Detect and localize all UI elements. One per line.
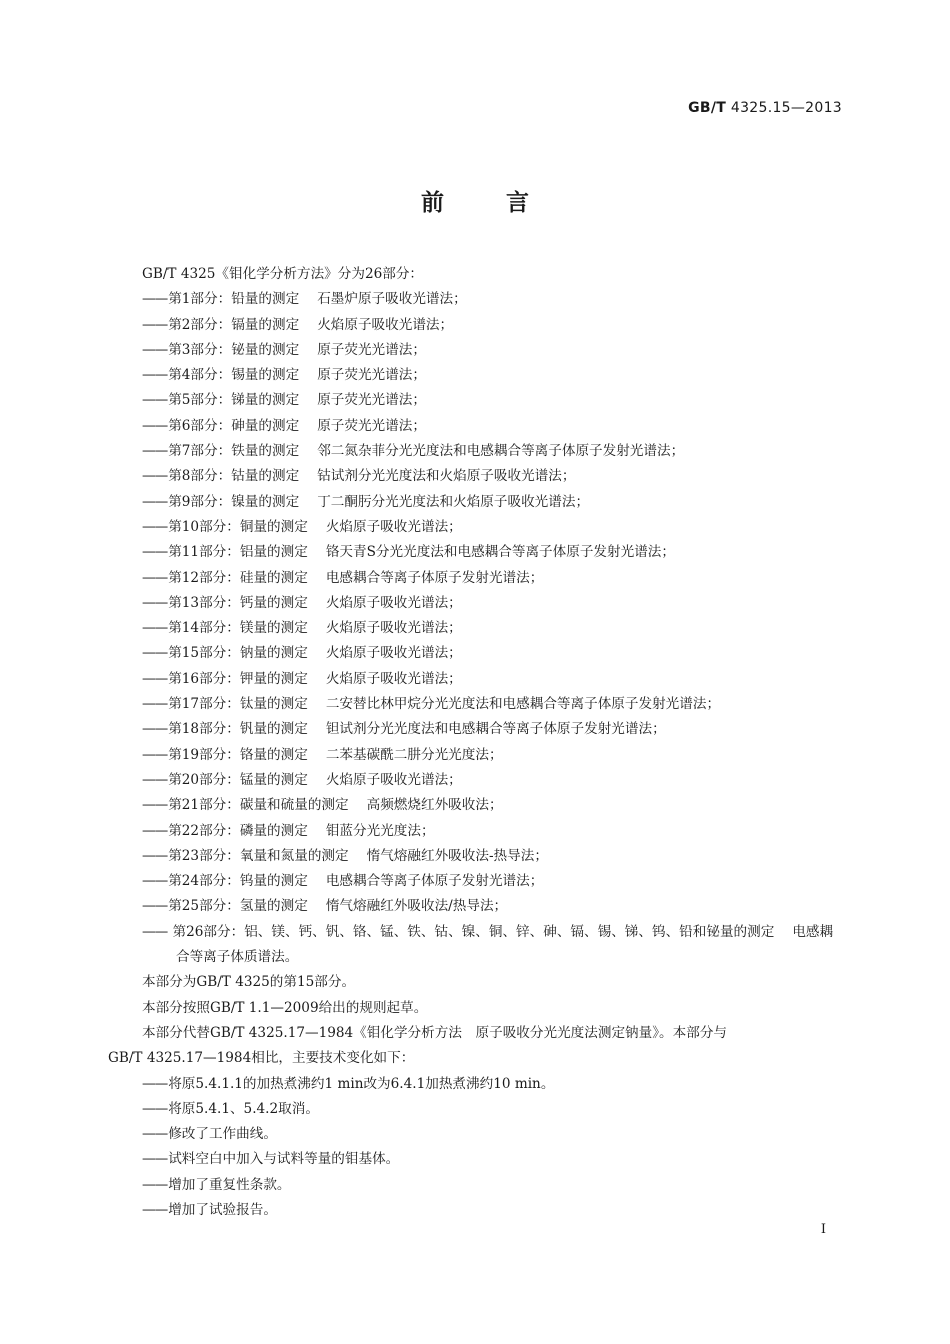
part-label: 第16部分：钾量的测定 — [168, 670, 308, 687]
part-label: 第20部分：锰量的测定 — [168, 771, 308, 788]
part-item — [108, 313, 843, 338]
part-method: 铬天青S分光光度法和电感耦合等离子体原子发射光谱法； — [325, 544, 675, 561]
change-item: —— 将原5.4.1.1的加热煮沸约1 min改为6.4.1加热煮沸约10 min。 — [108, 1072, 843, 1097]
paragraph-drafting-rules: 本部分按照GB/T 1.1—2009给出的规则起草。 — [142, 999, 428, 1016]
foreword-body — [108, 262, 843, 1223]
part-label: 第6部分：砷量的测定 — [168, 417, 300, 434]
part-method: 原子荧光光谱法； — [317, 417, 426, 434]
part-item — [108, 287, 843, 312]
part-label: 第10部分：铜量的测定 — [168, 518, 308, 535]
part-item — [108, 667, 843, 692]
part-26-label: 第26部分：铝、镁、钙、钒、铬、锰、铁、钴、镍、铜、锌、砷、镉、锡、锑、钨、铅和铋量的测定 — [172, 923, 775, 940]
part-item — [108, 515, 843, 540]
part-item — [108, 692, 843, 717]
part-label: 第5部分：锑量的测定 — [168, 392, 300, 409]
part-item — [108, 338, 843, 363]
paragraph-part-number: 本部分为GB/T 4325的第15部分。 — [142, 974, 356, 991]
part-item — [108, 793, 843, 818]
part-label: 第24部分：钨量的测定 — [168, 873, 308, 890]
part-method: 二苯基碳酰二肼分光光度法； — [325, 746, 503, 763]
part-item — [108, 844, 843, 869]
change-item: —— 增加了试验报告。 — [108, 1198, 843, 1223]
part-item — [108, 439, 843, 464]
page-number: I — [820, 1222, 826, 1237]
part-method: 石墨炉原子吸收光谱法； — [317, 291, 467, 308]
part-label: 第3部分：铋量的测定 — [168, 341, 300, 358]
part-label: 第17部分：钛量的测定 — [168, 696, 308, 713]
part-method: 原子荧光光谱法； — [317, 392, 426, 409]
part-label: 第18部分：钒量的测定 — [168, 721, 308, 738]
part-item — [108, 641, 843, 666]
part-item — [108, 464, 843, 489]
part-method: 火焰原子吸收光谱法； — [325, 670, 462, 687]
part-label: 第14部分：镁量的测定 — [168, 620, 308, 637]
part-method: 二安替比林甲烷分光光度法和电感耦合等离子体原子发射光谱法； — [325, 696, 721, 713]
page-title: 前言 — [421, 190, 591, 216]
part-method: 惰气熔融红外吸收法/热导法； — [325, 898, 508, 915]
part-label: 第9部分：镍量的测定 — [168, 493, 300, 510]
part-method: 丁二酮肟分光光度法和火焰原子吸收光谱法； — [317, 493, 590, 510]
part-method: 钼蓝分光光度法； — [325, 822, 435, 839]
part-item — [108, 490, 843, 515]
paragraph-replacement: 本部分代替GB/T 4325.17—1984《钼化学分析方法 原子吸收分光光度法测定钠量》。本部分与 — [142, 1024, 728, 1041]
part-label: 第2部分：镉量的测定 — [168, 316, 300, 333]
part-item — [108, 414, 843, 439]
standard-code: GB/T — [688, 100, 727, 116]
part-item — [108, 616, 843, 641]
part-label: 第12部分：硅量的测定 — [168, 569, 308, 586]
part-method: 电感耦合等离子体原子发射光谱法； — [325, 569, 544, 586]
part-label: 第7部分：铁量的测定 — [168, 443, 300, 460]
part-method: 原子荧光光谱法； — [317, 367, 426, 384]
part-label: 第21部分：碳量和硫量的测定 — [168, 797, 349, 814]
part-method: 钽试剂分光光度法和电感耦合等离子体原子发射光谱法； — [325, 721, 666, 738]
standard-year: 4325.15—2013 — [730, 100, 842, 116]
part-label: 第1部分：铅量的测定 — [168, 291, 300, 308]
part-26-item — [108, 920, 843, 945]
part-method: 火焰原子吸收光谱法； — [325, 771, 462, 788]
part-item — [108, 869, 843, 894]
part-item — [108, 743, 843, 768]
part-label: 第25部分：氢量的测定 — [168, 898, 308, 915]
part-item — [108, 894, 843, 919]
intro-paragraph: GB/T 4325《钼化学分析方法》分为26部分： — [142, 266, 424, 282]
part-method: 火焰原子吸收光谱法； — [325, 620, 462, 637]
parts-list — [108, 287, 843, 919]
part-label: 第15部分：钠量的测定 — [168, 645, 308, 662]
part-label: 第13部分：钙量的测定 — [168, 594, 308, 611]
part-method: 惰气熔融红外吸收法-热导法； — [366, 847, 548, 864]
part-item — [108, 591, 843, 616]
part-method: 邻二氮杂菲分光光度法和电感耦合等离子体原子发射光谱法； — [317, 443, 685, 460]
part-item — [108, 388, 843, 413]
part-label: 第23部分：氧量和氮量的测定 — [168, 847, 349, 864]
part-method: 火焰原子吸收光谱法； — [317, 316, 454, 333]
part-26-method: 电感耦 — [792, 923, 834, 940]
part-method: 钴试剂分光光度法和火焰原子吸收光谱法； — [317, 468, 576, 485]
part-method: 高频燃烧红外吸收法； — [366, 797, 503, 814]
part-label: 第8部分：钴量的测定 — [168, 468, 300, 485]
part-label: 第19部分：铬量的测定 — [168, 746, 308, 763]
part-item — [108, 540, 843, 565]
part-method: 电感耦合等离子体原子发射光谱法； — [325, 873, 544, 890]
part-label: 第22部分：磷量的测定 — [168, 822, 308, 839]
change-item: —— 修改了工作曲线。 — [108, 1122, 843, 1147]
part-item — [108, 819, 843, 844]
part-item — [108, 363, 843, 388]
part-item — [108, 768, 843, 793]
part-item — [108, 566, 843, 591]
part-26-continuation: 合等离子体质谱法。 — [176, 949, 299, 966]
part-method: 火焰原子吸收光谱法； — [325, 518, 462, 535]
change-item: —— 试料空白中加入与试料等量的钼基体。 — [108, 1147, 843, 1172]
part-label: 第11部分：铝量的测定 — [168, 544, 308, 561]
change-item: —— 将原5.4.1、5.4.2取消。 — [108, 1097, 843, 1122]
part-method: 原子荧光光谱法； — [317, 341, 426, 358]
part-method: 火焰原子吸收光谱法； — [325, 645, 462, 662]
part-method: 火焰原子吸收光谱法； — [325, 594, 462, 611]
part-item — [108, 717, 843, 742]
changes-list — [108, 1072, 843, 1224]
part-label: 第4部分：锡量的测定 — [168, 367, 300, 384]
change-item: —— 增加了重复性条款。 — [108, 1173, 843, 1198]
paragraph-replacement-continuation: GB/T 4325.17—1984相比，主要技术变化如下： — [108, 1050, 415, 1067]
standard-number — [688, 100, 842, 116]
